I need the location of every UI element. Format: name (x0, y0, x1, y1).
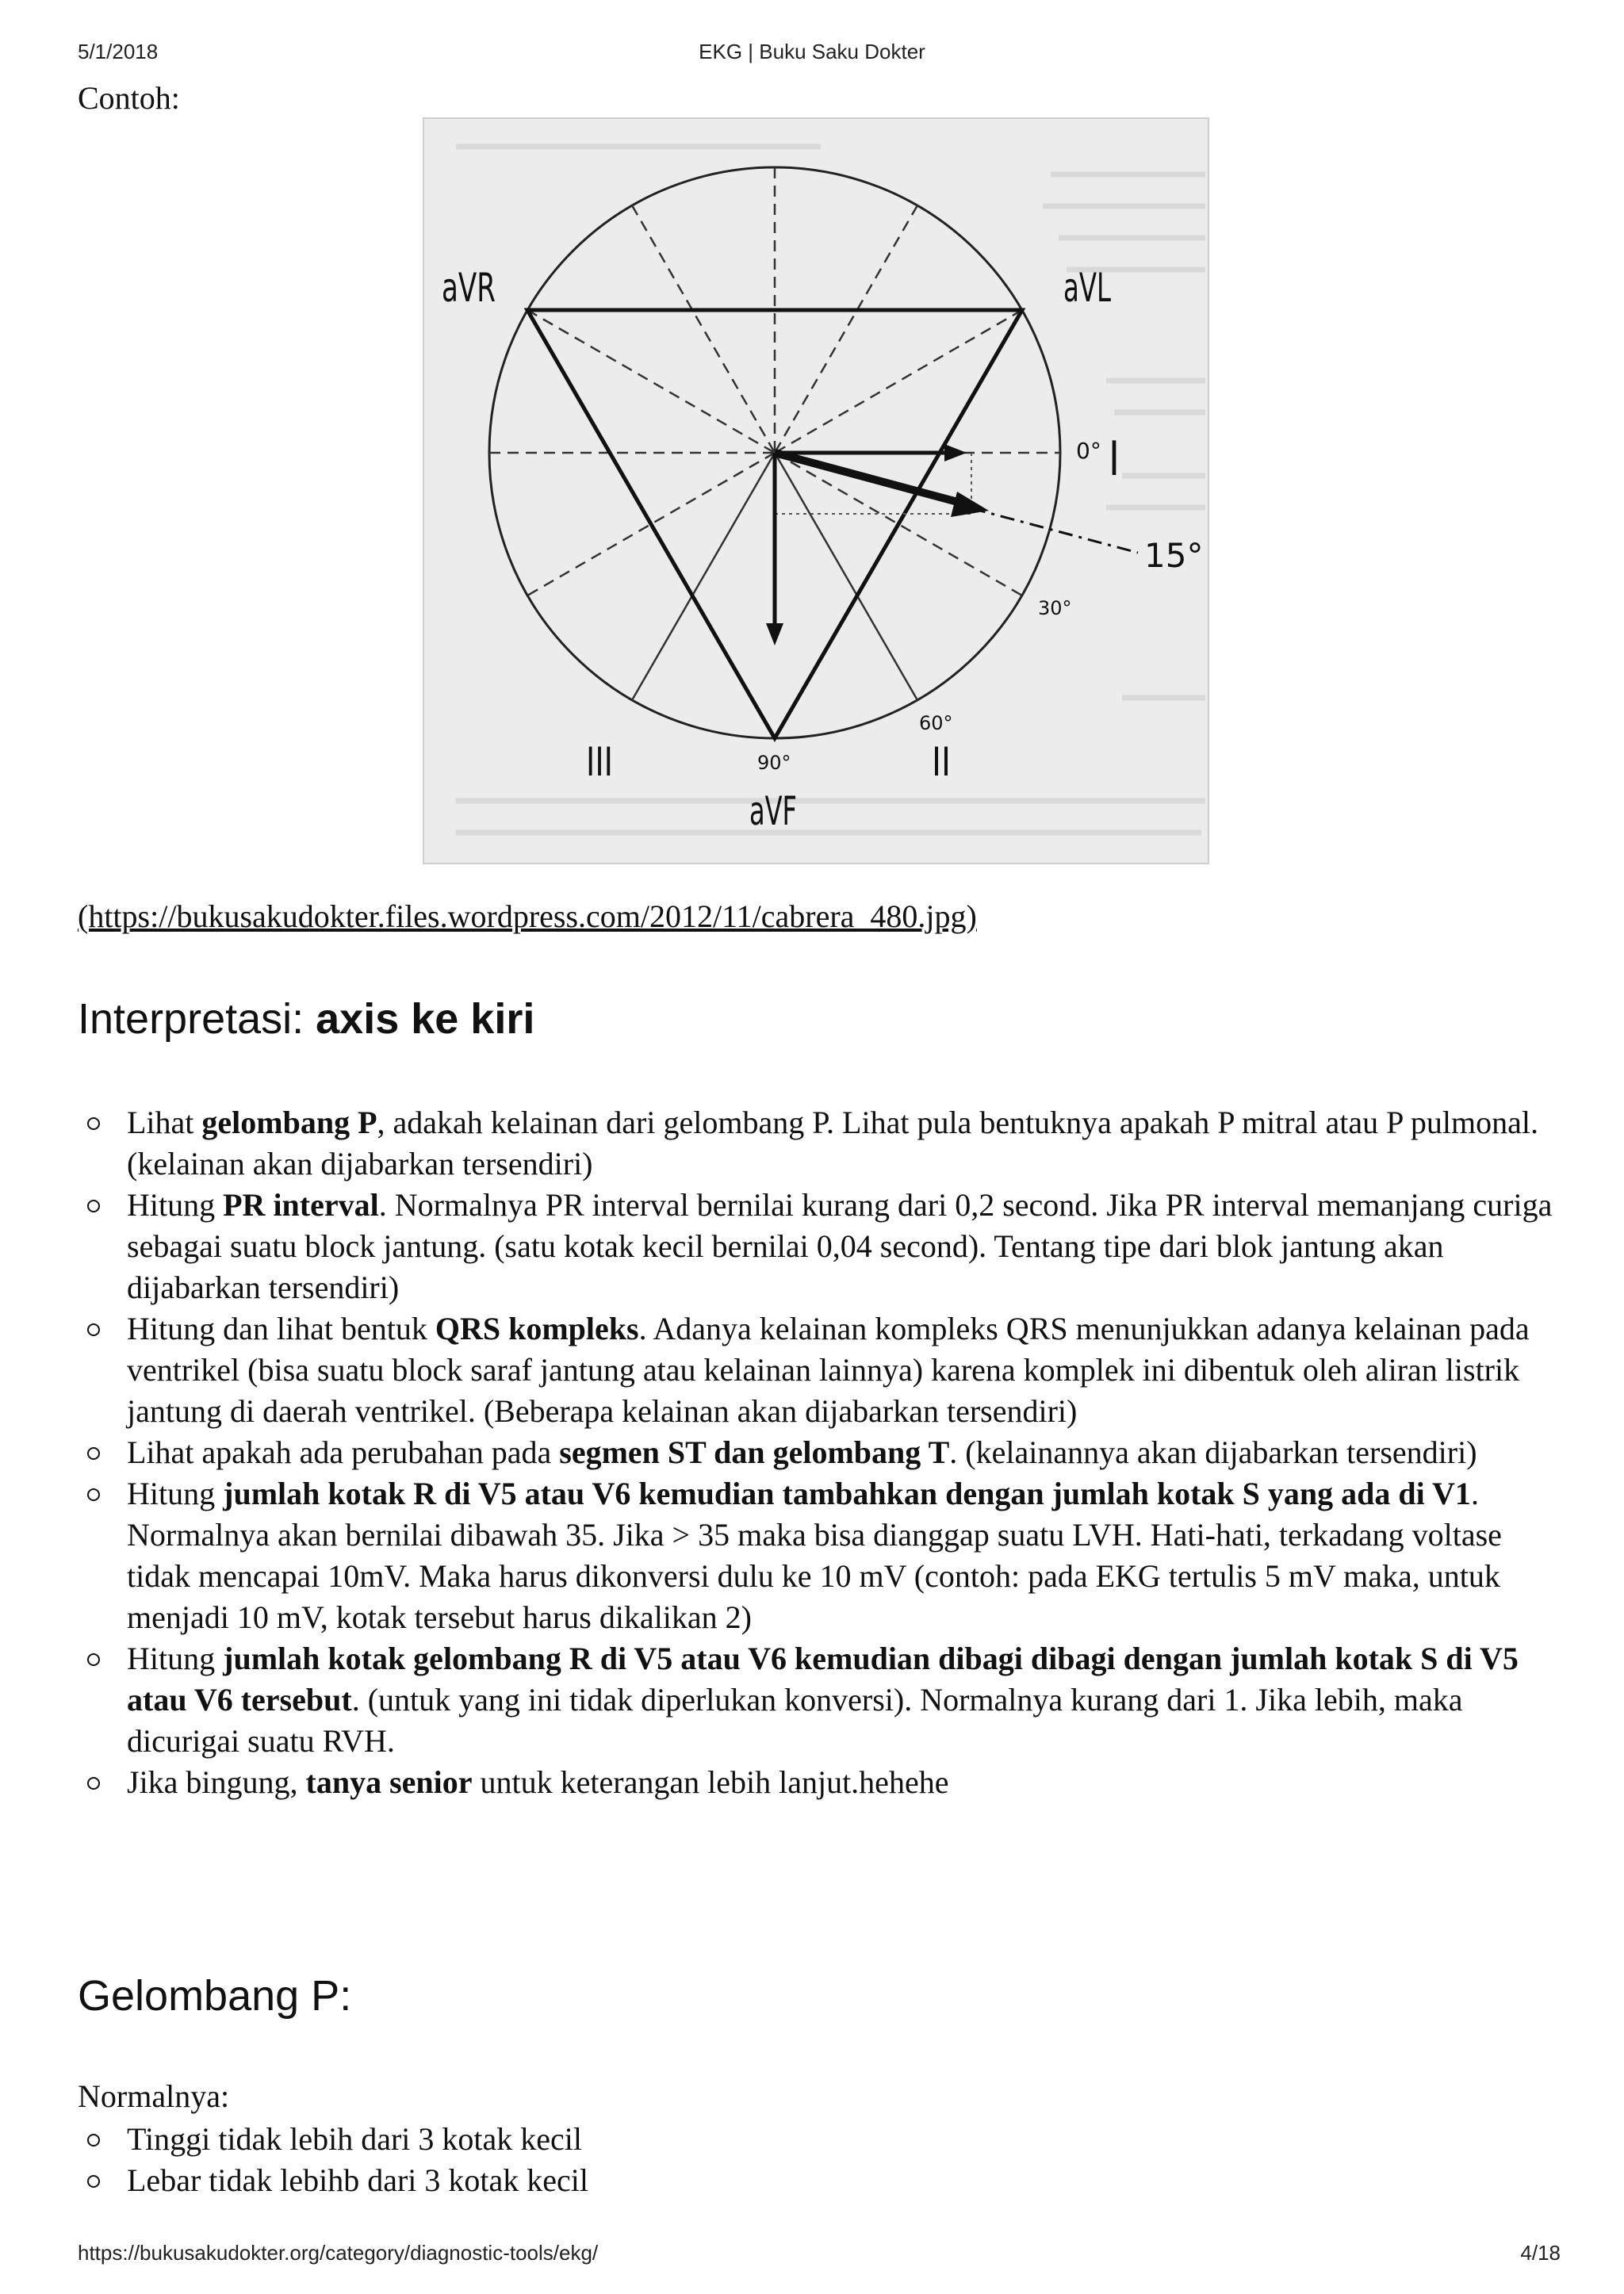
label-deg0: 0° (1076, 438, 1101, 464)
interpretation-list (78, 1102, 1568, 1803)
image-source-link[interactable]: (https://bukusakudokter.files.wordpress.com/2012/11/cabrera_480.jpg) (78, 898, 977, 934)
label-deg60: 60° (919, 712, 953, 734)
item-bold: jumlah kotak R di V5 atau V6 kemudian tambahkan dengan jumlah kotak S yang ada di V1 (223, 1476, 1471, 1511)
list-item (78, 1638, 1568, 1762)
label-lead-ii: II (932, 739, 951, 785)
hexaxial-svg (424, 119, 1208, 863)
background-texture (456, 147, 1205, 833)
header-title: EKG | Buku Saku Dokter (699, 40, 925, 63)
list-item: Tinggi tidak lebih dari 3 kotak kecil (78, 2119, 1568, 2160)
item-text: . Normalnya akan bernilai dibawah 35. Jika > 35 maka bisa dianggap suatu LVH. Hati-hati, terkadang voltase tidak mencapai 10mV. Maka harus dikonversi dulu ke 10 mV (contoh: pada EKG tertulis 5 mV maka, untuk menjadi 10 mV, kotak tersebut harus dikalikan 2) (127, 1476, 1502, 1635)
item-text: Lihat apakah ada perubahan pada (127, 1434, 560, 1470)
label-avr: aVR (442, 265, 496, 311)
item-text: . (kelainannya akan dijabarkan tersendiri) (949, 1434, 1477, 1470)
contoh-label: Contoh: (78, 80, 180, 116)
label-deg30: 30° (1038, 597, 1072, 619)
item-text: Hitung (127, 1641, 224, 1676)
interpretasi-bold: axis ke kiri (316, 995, 535, 1043)
list-item (78, 1185, 1568, 1308)
item-text: . Adanya kelainan kompleks QRS menunjukkan adanya kelainan pada ventrikel (bisa suatu block saraf jantung atau kelainan lainnya) karena komplek ini dibentuk oleh aliran listrik jantung di daerah ventrikel. (Beberapa kelainan akan dijabarkan tersendiri) (127, 1311, 1530, 1429)
item-bold: jumlah kotak gelombang R di V5 atau V6 kemudian dibagi dibagi dengan jumlah kotak S di V5 atau V6 tersebut (127, 1641, 1519, 1718)
item-text: . Normalnya PR interval bernilai kurang dari 0,2 second. Jika PR interval memanjang curiga sebagai suatu block jantung. (satu kotak kecil bernilai 0,04 second). Tentang tipe dari blok jantung akan dijabarkan tersendiri) (127, 1187, 1553, 1305)
diagram-labels (442, 265, 1203, 834)
gelombang-p-heading: Gelombang P: (78, 1972, 352, 2020)
vectors (766, 444, 989, 645)
list-item (78, 1102, 1568, 1185)
label-avf: aVF (749, 788, 797, 834)
item-bold: QRS kompleks (435, 1311, 639, 1346)
list-item (78, 1473, 1568, 1638)
hexaxial-diagram (423, 117, 1209, 864)
label-lead-iii: III (586, 739, 613, 785)
item-text: Hitung (127, 1476, 224, 1511)
item-bold: tanya senior (305, 1764, 473, 1800)
item-text: Hitung dan lihat bentuk (127, 1311, 435, 1346)
list-item: Lebar tidak lebihb dari 3 kotak kecil (78, 2160, 1568, 2201)
normalnya-label: Normalnya: (78, 2078, 230, 2114)
item-text: untuk keterangan lebih lanjut.hehehe (472, 1764, 949, 1800)
label-lead-i: I (1109, 431, 1120, 487)
list-item (78, 1308, 1568, 1432)
item-text: Jika bingung, (127, 1764, 306, 1800)
list-item (78, 1432, 1568, 1473)
interpretasi-label: Interpretasi: (78, 995, 316, 1043)
item-text: Lihat (127, 1105, 202, 1140)
label-avl: aVL (1063, 265, 1112, 311)
item-text: . (untuk yang ini tidak diperlukan konversi). Normalnya kurang dari 1. Jika lebih, maka dicurigai suatu RVH. (127, 1682, 1463, 1759)
item-text: Hitung (127, 1187, 224, 1223)
list-item (78, 1762, 1568, 1803)
item-text: , adakah kelainan dari gelombang P. Lihat pula bentuknya apakah P mitral atau P pulmonal. (kelainan akan dijabarkan tersendiri) (127, 1105, 1538, 1181)
item-bold: gelombang P (201, 1105, 377, 1140)
header-date: 5/1/2018 (78, 40, 159, 63)
label-deg90: 90° (757, 752, 791, 774)
footer-page-number: 4/18 (1520, 2241, 1561, 2265)
gelombang-p-list (78, 2119, 1568, 2201)
item-bold: PR interval (223, 1187, 379, 1223)
axis-15-line (971, 508, 1138, 553)
interpretasi-heading (78, 994, 534, 1044)
label-deg15: 15° (1144, 536, 1204, 575)
item-bold: segmen ST dan gelombang T (559, 1434, 950, 1470)
footer-url: https://bukusakudokter.org/category/diagnostic-tools/ekg/ (78, 2241, 599, 2265)
